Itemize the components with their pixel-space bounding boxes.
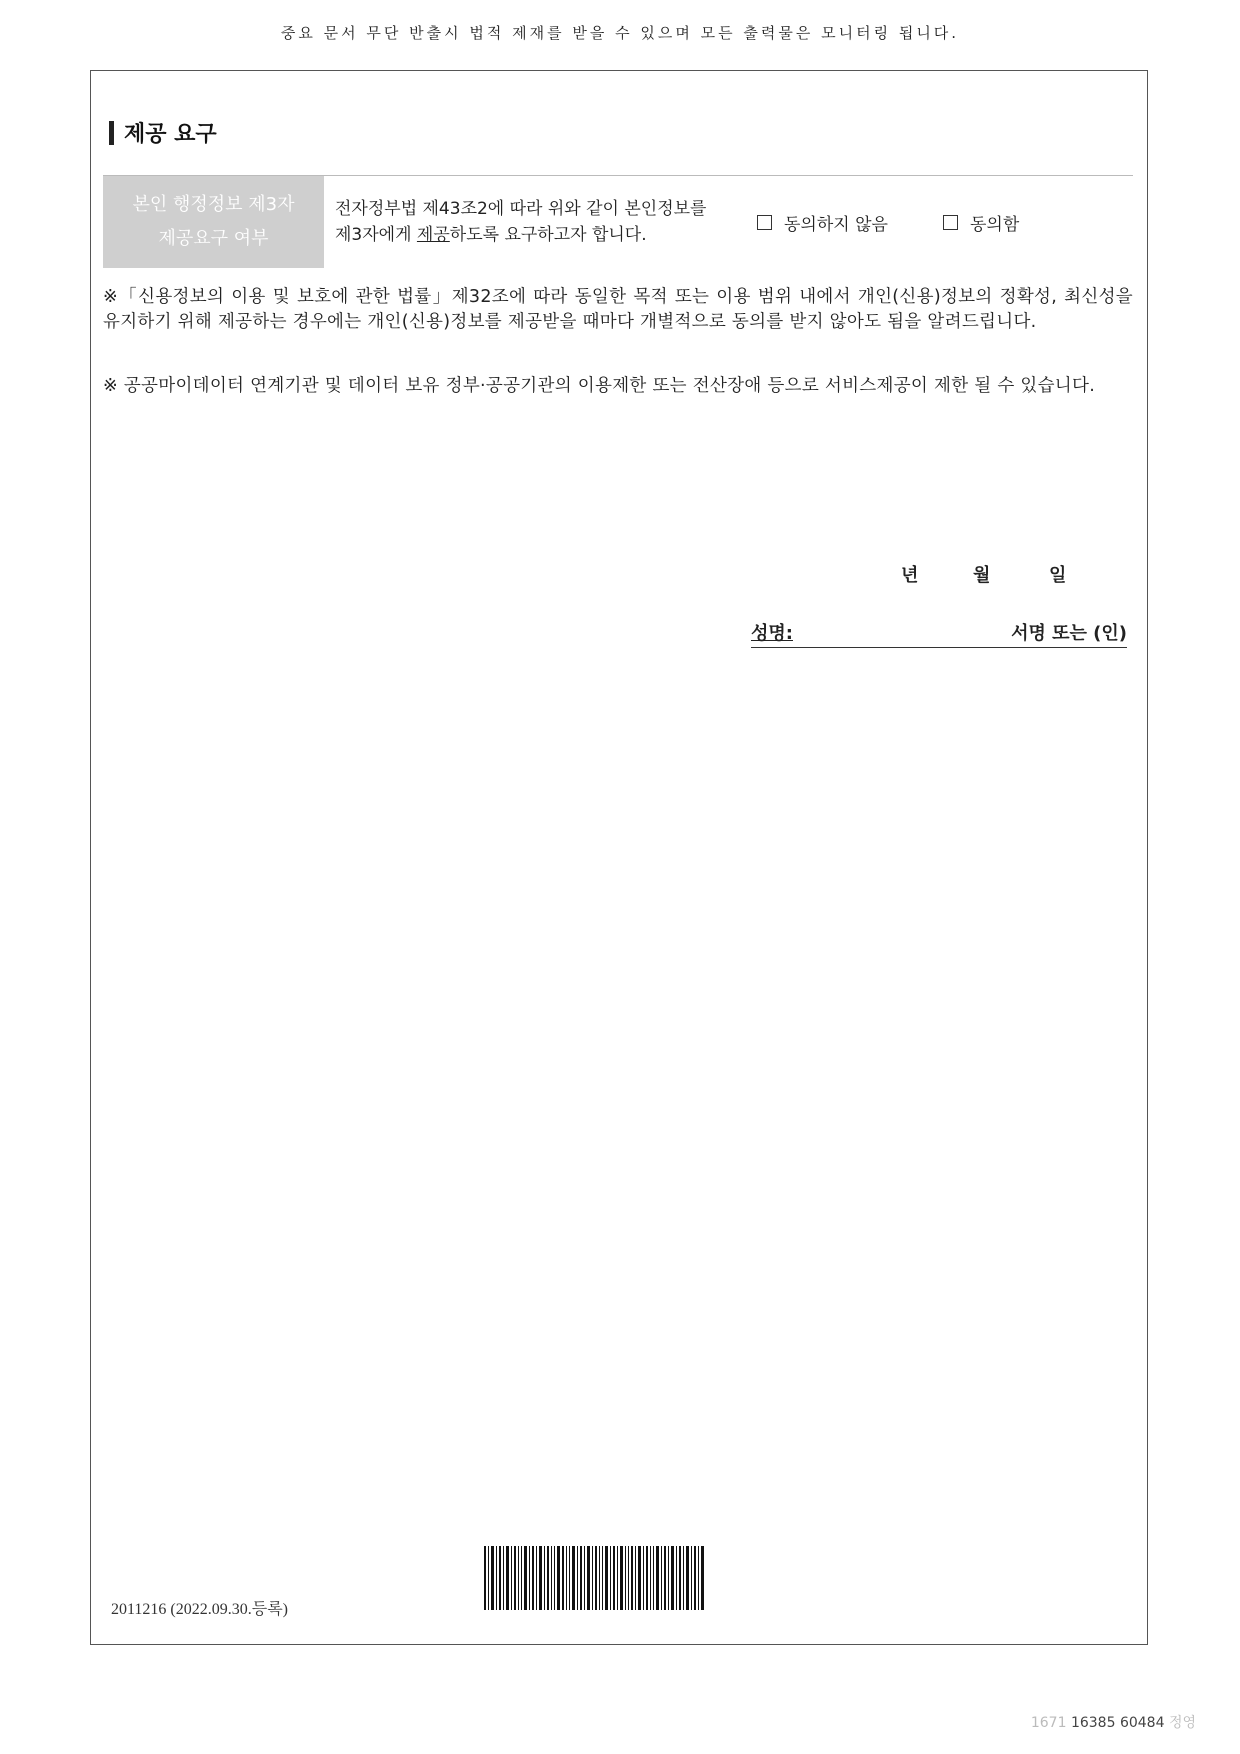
name-label: 성명: [751, 623, 793, 644]
consent-text-pre: 제3자에게 [335, 225, 417, 245]
agree-checkbox[interactable] [943, 215, 958, 230]
agree-label: 동의함 [970, 215, 1020, 235]
form-frame [90, 70, 1148, 1645]
section-title: 제공 요구 [124, 122, 217, 147]
disagree-label: 동의하지 않음 [784, 215, 888, 235]
consent-text-post: 하도록 요구하고자 합니다. [449, 225, 647, 245]
heading-bar-icon [109, 121, 114, 145]
date-day-label: 일 [1049, 565, 1067, 586]
consent-label-line1: 본인 행정정보 제3자 [132, 194, 295, 215]
form-id: 2011216 (2022.09.30.등록) [111, 1601, 288, 1618]
print-tracking-id [1031, 1712, 1196, 1732]
barcode-icon [484, 1546, 704, 1610]
confidentiality-notice: 중요 문서 무단 반출시 법적 제재를 받을 수 있으며 모든 출력물은 모니터링 됩니다. [280, 24, 960, 42]
date-year-label: 년 [901, 565, 919, 586]
disagree-option[interactable] [757, 210, 888, 235]
date-month-label: 월 [973, 565, 991, 586]
consent-label-cell [103, 176, 324, 268]
consent-label-line2: 제공요구 여부 [158, 228, 269, 249]
consent-text-underlined: 제공 [416, 225, 450, 245]
agree-option[interactable] [943, 210, 1019, 235]
consent-row [103, 175, 1133, 268]
signature-line[interactable] [751, 619, 1127, 648]
disagree-checkbox[interactable] [757, 215, 772, 230]
print-id-suffix: 정영 [1168, 1715, 1196, 1731]
note-service-limit: ※ 공공마이데이터 연계기관 및 데이터 보유 정부·공공기관의 이용제한 또는 전산장애 등으로 서비스제공이 제한 될 수 있습니다. [103, 376, 1096, 396]
sign-label: 서명 또는 (인) [1011, 623, 1127, 644]
section-heading [109, 117, 217, 148]
consent-text-line2 [335, 222, 795, 248]
note-credit-info: ※「신용정보의 이용 및 보호에 관한 법률」제32조에 따라 동일한 목적 또는 이용 범위 내에서 개인(신용)정보의 정확성, 최신성을 유지하기 위해 제공하는 경우에는 개인(신용)정보를 제공받을 때마다 개별적으로 동의를 받지 않아도 됨을 알려드립니다. [103, 287, 1133, 332]
consent-text-line1: 전자정부법 제43조2에 따라 위와 같이 본인정보를 [335, 199, 707, 219]
print-id-number: 16385 60484 [1070, 1715, 1165, 1731]
consent-text [335, 196, 795, 248]
print-id-faint: 1671 [1030, 1715, 1067, 1731]
